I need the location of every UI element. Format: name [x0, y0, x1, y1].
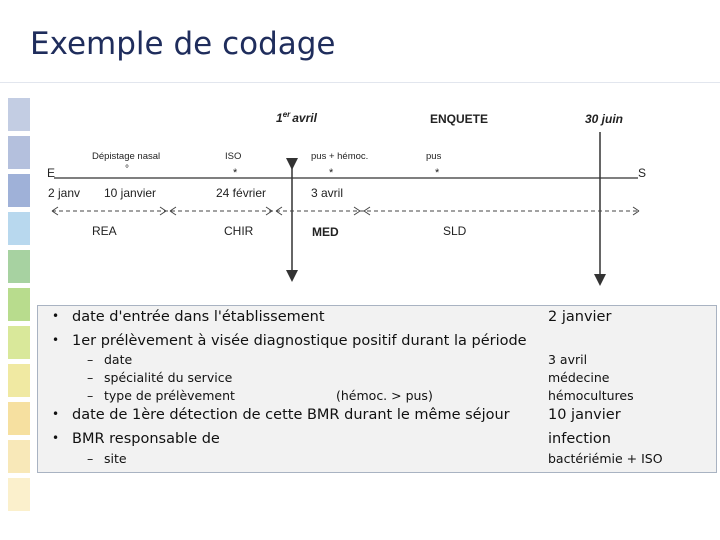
event-marker: ° — [125, 164, 129, 175]
timeline-diagram — [34, 96, 718, 306]
date-label: 3 avril — [311, 186, 344, 200]
stripe — [8, 364, 30, 397]
service-label: SLD — [443, 224, 467, 238]
event-marker: * — [435, 167, 440, 179]
panel-value: infection — [548, 431, 611, 447]
service-label: REA — [92, 224, 117, 238]
panel-value: médecine — [548, 370, 610, 385]
panel-note: (hémoc. > pus) — [336, 388, 433, 403]
survey-label: ENQUETE — [430, 112, 489, 126]
service-label: MED — [312, 225, 339, 239]
service-label: CHIR — [224, 224, 254, 238]
stripe — [8, 250, 30, 283]
panel-item: • BMR responsable de — [52, 431, 220, 447]
stripe — [8, 440, 30, 473]
panel-value: 10 janvier — [548, 407, 621, 423]
event-pus: pus — [426, 151, 442, 162]
stay-exit-label: S — [638, 166, 647, 180]
stripe — [8, 212, 30, 245]
date-label: 2 janv — [48, 186, 81, 200]
stripe — [8, 478, 30, 511]
panel-value: 2 janvier — [548, 309, 612, 325]
slide-title: Exemple de codage — [30, 26, 336, 62]
panel-subitem: – type de prélèvement — [87, 388, 235, 403]
stripe — [8, 288, 30, 321]
event-iso: ISO — [225, 151, 242, 162]
stripe — [8, 326, 30, 359]
decorative-stripes — [8, 98, 32, 528]
panel-item: • date de 1ère détection de cette BMR durant le même séjour — [52, 407, 510, 423]
stripe — [8, 136, 30, 169]
panel-item: • 1er prélèvement à visée diagnostique positif durant la période — [52, 333, 527, 349]
panel-item: • date d'entrée dans l'établissement — [52, 309, 325, 325]
title-divider — [0, 82, 720, 83]
stripe — [8, 98, 30, 131]
panel-value: bactériémie + ISO — [548, 451, 663, 466]
event-depistage: Dépistage nasal — [92, 151, 161, 162]
panel-subitem: – spécialité du service — [87, 370, 233, 385]
date-label: 24 février — [216, 186, 267, 200]
event-hemoc: pus + hémoc. — [311, 151, 369, 162]
survey-end-label: 30 juin — [585, 112, 624, 126]
panel-subitem: – date — [87, 352, 133, 367]
coding-panel — [37, 305, 717, 473]
stay-entry-label: E — [47, 166, 56, 180]
panel-subitem: – site — [87, 451, 127, 466]
event-marker: * — [233, 167, 238, 179]
stripe — [8, 402, 30, 435]
panel-value: 3 avril — [548, 352, 588, 367]
panel-value: hémocultures — [548, 388, 634, 403]
stripe — [8, 174, 30, 207]
event-marker: * — [329, 167, 334, 179]
survey-start-label: 1er avril — [276, 110, 317, 125]
date-label: 10 janvier — [104, 186, 157, 200]
